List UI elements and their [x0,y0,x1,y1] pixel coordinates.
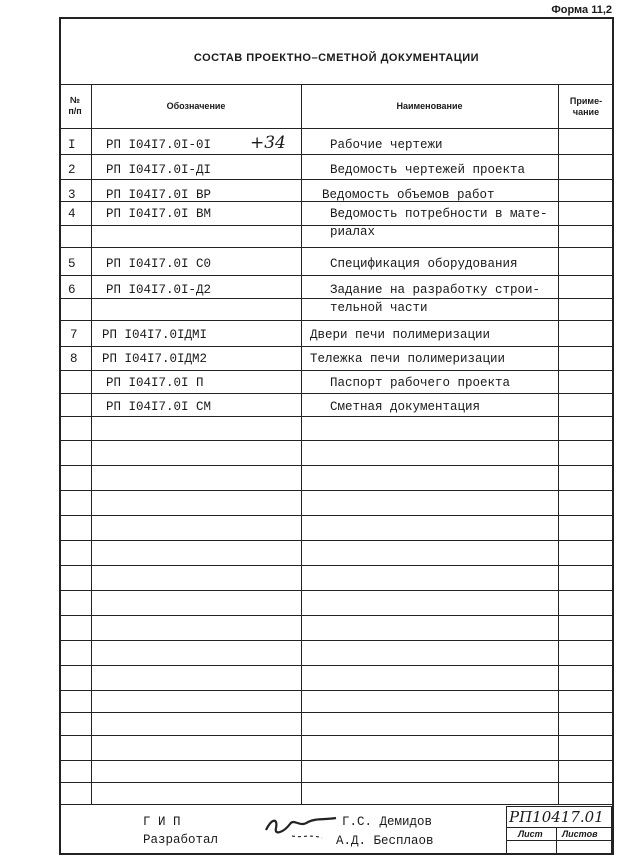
row-num: 2 [68,163,76,177]
row-name: Тележка печи полимеризации [310,352,506,366]
table-row-line [61,540,612,541]
doc-code: РП10417.01 [509,808,604,826]
header-divider [59,128,614,129]
table-row-line [61,712,612,713]
table-row-line [61,760,612,761]
table-row-line [61,275,612,276]
row-name: тельной части [330,301,428,315]
row-designation: РП I04I7.0I П [106,376,204,390]
gip-label: Г И П [143,815,181,829]
row-designation: РП I04I7.0I-Д2 [106,283,212,297]
row-name: Двери печи полимеризации [310,328,491,342]
table-row-line [61,370,612,371]
row-num: 3 [68,188,76,202]
developer-name: А.Д. Бесплаов [336,834,434,848]
row-name: Ведомость потребности в мате- [330,207,548,221]
table-row-line [61,690,612,691]
column-divider [558,84,559,804]
header-designation: Обозначение [166,101,226,111]
table-row-line [61,179,612,180]
row-num: 5 [68,257,76,271]
row-name: Ведомость чертежей проекта [330,163,526,177]
column-divider [301,84,302,804]
row-name: Задание на разработку строи- [330,283,541,297]
table-row-line [61,565,612,566]
table-row-line [61,640,612,641]
footer-divider [59,804,614,805]
table-row-line [61,247,612,248]
row-designation: РП I04I7.0I ВМ [106,207,212,221]
row-designation: РП I04I7.0IДМ2 [102,352,208,366]
row-name: Ведомость объемов работ [322,188,495,202]
column-divider [91,84,92,804]
header-name: Наименование [396,101,463,111]
table-row-line [61,440,612,441]
table-row-line [61,465,612,466]
row-designation: РП I04I7.0IДМI [102,328,208,342]
row-name: Рабочие чертежи [330,138,443,152]
table-row-line [61,515,612,516]
row-designation: РП I04I7.0I ВР [106,188,212,202]
row-num: 7 [70,328,78,342]
table-row-line [61,346,612,347]
developer-label: Разработал [143,833,219,847]
table-row-line [61,615,612,616]
table-row-line [61,490,612,491]
handwritten-note: +34 [250,133,286,153]
row-designation: РП I04I7.0I СМ [106,400,212,414]
row-num: I [68,138,76,152]
table-row-line [61,590,612,591]
sheet-divider [556,827,557,855]
table-row-line [61,298,612,299]
row-name: Спецификация оборудования [330,257,518,271]
sheets-label: Листов [562,829,598,839]
table-row-line [61,735,612,736]
row-name: риалах [330,225,376,239]
form-label: Форма 11,2 [551,4,612,16]
table-row-line [61,416,612,417]
table-row-line [61,782,612,783]
row-num: 8 [70,352,78,366]
row-designation: РП I04I7.0I-ДI [106,163,212,177]
table-row-line [61,665,612,666]
title-divider [59,84,614,85]
row-name: Сметная документация [330,400,481,414]
sheet-label: Лист [518,829,543,839]
table-row-line [61,154,612,155]
row-designation: РП I04I7.0I С0 [106,257,212,271]
signature-icon [262,808,342,848]
header-num: № п/п [68,95,82,116]
table-row-line [61,320,612,321]
header-note: Приме- чание [569,96,603,117]
row-name: Паспорт рабочего проекта [330,376,511,390]
row-num: 4 [68,207,76,221]
gip-name: Г.С. Демидов [342,815,433,829]
sheet-row-divider [506,840,612,841]
row-num: 6 [68,283,76,297]
table-row-line [61,393,612,394]
row-designation: РП I04I7.0I-0I [106,138,212,152]
page-title: СОСТАВ ПРОЕКТНО–СМЕТНОЙ ДОКУМЕНТАЦИИ [193,52,480,64]
